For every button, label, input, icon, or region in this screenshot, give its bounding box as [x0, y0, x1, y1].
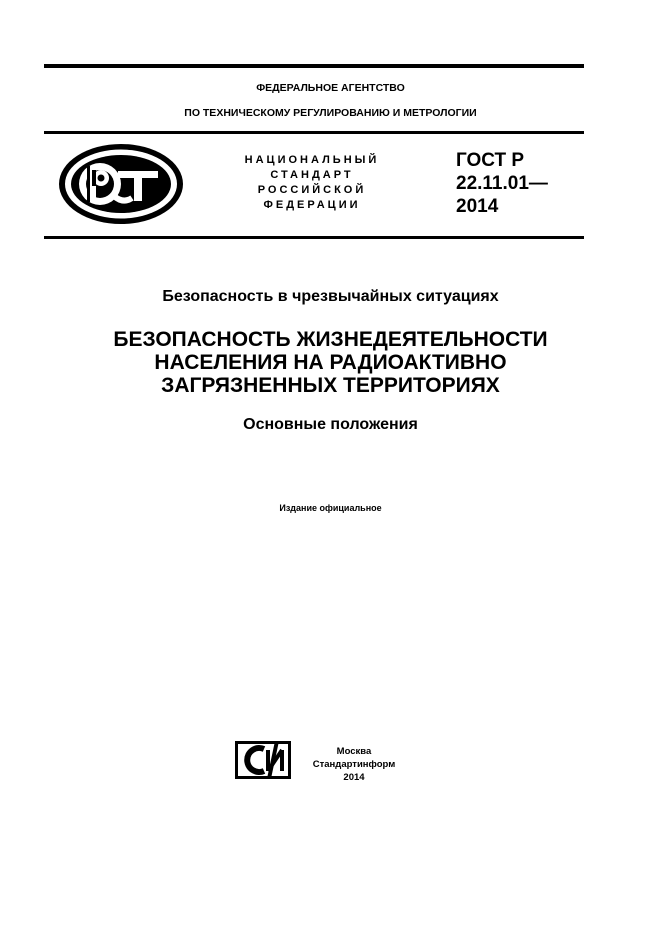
gost-line-3: 2014: [456, 196, 499, 217]
rst-logo-icon: [56, 141, 186, 227]
publisher-city: Москва: [336, 746, 372, 757]
national-line-3: РОССИЙСКОЙ: [257, 184, 367, 196]
gost-line-2: 22.11.01—: [456, 173, 548, 194]
publisher-name: Стандартинформ: [312, 759, 396, 770]
national-line-1: НАЦИОНАЛЬНЫЙ: [244, 154, 380, 166]
national-line-4: ФЕДЕРАЦИИ: [263, 199, 361, 211]
standartinform-logo-icon: [235, 741, 291, 779]
main-title-line-1: БЕЗОПАСНОСТЬ ЖИЗНЕДЕЯТЕЛЬНОСТИ: [113, 328, 548, 351]
edition-label: Издание официальное: [279, 503, 382, 513]
publisher-year: 2014: [343, 772, 365, 783]
main-title: [0, 328, 661, 397]
gost-line-1: ГОСТ Р: [456, 150, 525, 171]
gost-designation: [456, 149, 548, 218]
standard-box-top-rule: [44, 131, 584, 134]
agency-line-1: ФЕДЕРАЛЬНОЕ АГЕНТСТВО: [256, 82, 405, 94]
subtitle: Основные положения: [243, 416, 418, 433]
national-standard-label: [222, 153, 402, 213]
top-rule: [44, 64, 584, 68]
series-title: Безопасность в чрезвычайных ситуациях: [162, 288, 499, 305]
agency-line-2: ПО ТЕХНИЧЕСКОМУ РЕГУЛИРОВАНИЮ И МЕТРОЛОГИИ: [184, 107, 477, 119]
main-title-line-3: ЗАГРЯЗНЕННЫХ ТЕРРИТОРИЯХ: [161, 374, 500, 397]
main-title-line-2: НАСЕЛЕНИЯ НА РАДИОАКТИВНО: [154, 351, 507, 374]
national-line-2: СТАНДАРТ: [270, 169, 354, 181]
publisher-info: [300, 745, 408, 784]
standard-box-bottom-rule: [44, 236, 584, 239]
